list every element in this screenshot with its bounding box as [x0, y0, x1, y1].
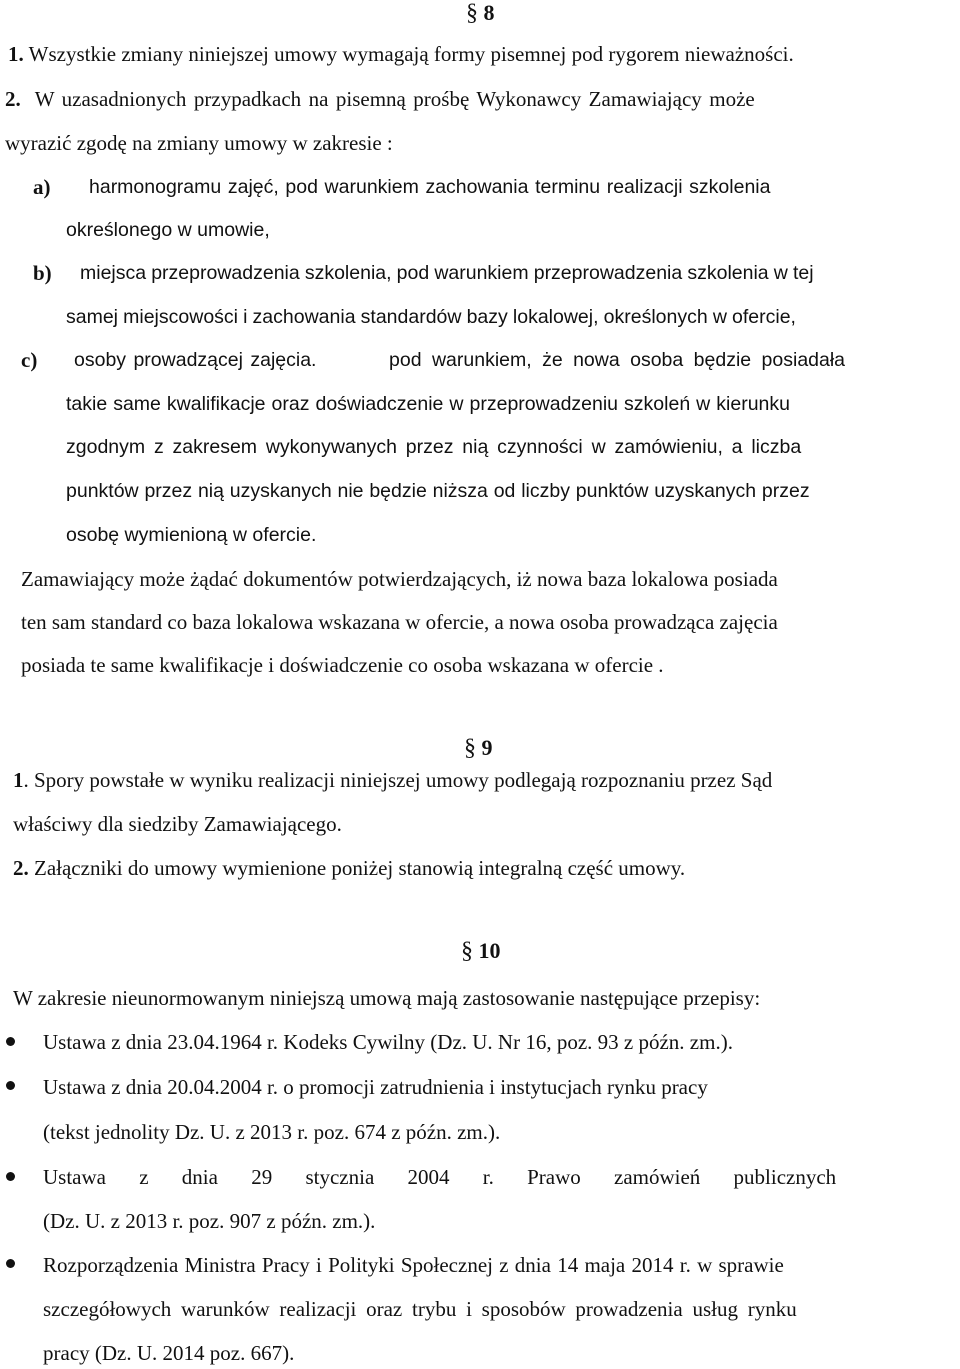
list-label-b: b) [33, 261, 52, 285]
section-9-paragraph-2: 2. Załączniki do umowy wymienione poniżej stanowią integralną część umowy. [13, 856, 686, 880]
regulation-item-2-line-1: Ustawa z dnia 20.04.2004 r. o promocji zatrudnienia i instytucjach rynku pracy [43, 1075, 708, 1099]
regulation-item-1: Ustawa z dnia 23.04.1964 r. Kodeks Cywilny (Dz. U. Nr 16, poz. 93 z późn. zm.). [43, 1030, 733, 1054]
section-8-paragraph-1: 1. Wszystkie zmiany niniejszej umowy wymagają formy pisemnej pod rygorem nieważności. [8, 42, 794, 66]
item-b-line-1: miejsca przeprowadzenia szkolenia, pod warunkiem przeprowadzenia szkolenia w tej [80, 262, 814, 284]
regulation-item-3-line-2: (Dz. U. z 2013 r. poz. 907 z późn. zm.). [43, 1209, 376, 1233]
section-8-heading: § 8 [466, 0, 495, 26]
bullet-icon [6, 1081, 15, 1090]
item-a-line-2: określonego w umowie, [66, 219, 270, 241]
section-10-intro: W zakresie nieunormowanym niniejszą umową mają zastosowanie następujące przepisy: [13, 986, 761, 1010]
item-c-line-1b: pod warunkiem, że nowa osoba będzie posiadała [389, 349, 846, 371]
section-10-heading: § 10 [461, 938, 501, 964]
section-8-paragraph-2-line-1: 2. W uzasadnionych przypadkach na pisemną prośbę Wykonawcy Zamawiający może [5, 87, 755, 111]
item-a-line-1: harmonogramu zajęć, pod warunkiem zachowania terminu realizacji szkolenia [89, 176, 771, 198]
bullet-icon [6, 1172, 15, 1181]
bullet-icon [6, 1259, 15, 1268]
section-9-paragraph-1-line-2: właściwy dla siedziby Zamawiającego. [13, 812, 342, 836]
section-8-closing-line-1: Zamawiający może żądać dokumentów potwierdzających, iż nowa baza lokalowa posiada [21, 567, 778, 591]
item-b-line-2: samej miejscowości i zachowania standardów bazy lokalowej, określonych w ofercie, [66, 306, 796, 328]
item-c-line-4: punktów przez nią uzyskanych nie będzie niższa od liczby punktów uzyskanych przez [66, 480, 810, 502]
section-8-closing-line-3: posiada te same kwalifikacje i doświadczenie co osoba wskazana w ofercie . [21, 653, 664, 677]
regulation-item-4-line-2: szczegółowych warunków realizacji oraz trybu i sposobów prowadzenia usług rynku [43, 1297, 797, 1321]
item-c-line-2: takie same kwalifikacje oraz doświadczenie w przeprowadzeniu szkoleń w kierunku [66, 393, 790, 415]
regulation-item-3-line-1: Ustawa z dnia 29 stycznia 2004 r. Prawo zamówień publicznych [43, 1165, 837, 1189]
section-8-paragraph-2-line-2: wyrazić zgodę na zmiany umowy w zakresie : [5, 131, 393, 155]
regulation-item-4-line-1: Rozporządzenia Ministra Pracy i Polityki Społecznej z dnia 14 maja 2014 r. w sprawie [43, 1253, 784, 1277]
list-label-a: a) [33, 175, 51, 199]
regulation-item-4-line-3: pracy (Dz. U. 2014 poz. 667). [43, 1341, 295, 1365]
item-c-line-5: osobę wymienioną w ofercie. [66, 524, 317, 546]
item-c-line-1a: osoby prowadzącej zajęcia. [74, 349, 317, 371]
regulation-item-2-line-2: (tekst jednolity Dz. U. z 2013 r. poz. 674 z późn. zm.). [43, 1120, 501, 1144]
section-9-heading: § 9 [464, 735, 493, 761]
section-8-closing-line-2: ten sam standard co baza lokalowa wskazana w ofercie, a nowa osoba prowadząca zajęcia [21, 610, 778, 634]
section-9-paragraph-1-line-1: 1. Spory powstałe w wyniku realizacji niniejszej umowy podlegają rozpoznaniu przez Sąd [13, 768, 773, 792]
list-label-c: c) [21, 348, 38, 372]
bullet-icon [6, 1037, 15, 1046]
item-c-line-3: zgodnym z zakresem wykonywanych przez nią czynności w zamówieniu, a liczba [66, 436, 802, 458]
